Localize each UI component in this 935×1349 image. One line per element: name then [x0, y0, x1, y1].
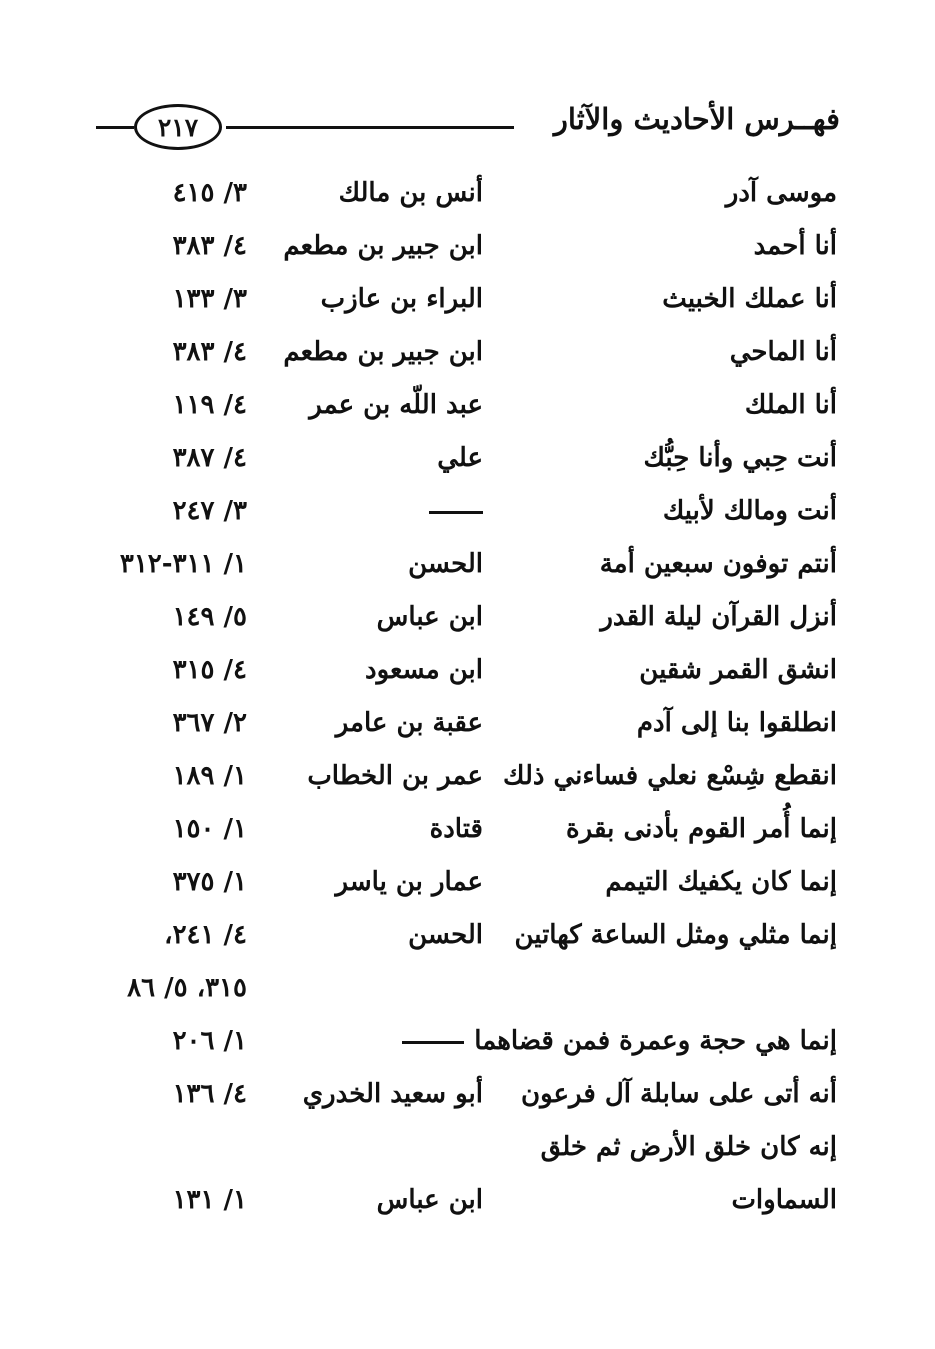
- index-entry: [0, 284, 935, 336]
- volume-page-ref: ١/ ١٨٩: [172, 761, 247, 791]
- hadith-text: إنما أُمر القوم بأدنى بقرة: [566, 814, 837, 844]
- volume-page-ref: ٤/ ١١٩: [172, 390, 247, 420]
- index-entry: [0, 496, 935, 548]
- index-entry: [0, 761, 935, 813]
- index-entry: [0, 814, 935, 866]
- index-entry: [0, 867, 935, 919]
- volume-page-ref: ٣/ ٤١٥: [172, 178, 247, 208]
- hadith-text: أنزل القرآن ليلة القدر: [600, 602, 837, 632]
- volume-page-ref: ٤/ ١٣٦: [172, 1079, 247, 1109]
- hadith-text: أنت حِبي وأنا حِبُّك: [643, 443, 837, 473]
- hadith-text: إنما كان يكفيك التيمم: [605, 867, 837, 897]
- hadith-text: أنت ومالك لأبيك: [662, 496, 837, 526]
- index-entry: [0, 1132, 935, 1184]
- page-number: ٢١٧: [157, 112, 199, 142]
- volume-page-ref: ٤/ ٣١٥: [172, 655, 247, 685]
- page-header: [96, 92, 840, 158]
- index-entry: [0, 655, 935, 707]
- volume-page-ref: ٤/ ٣٨٣: [172, 337, 247, 367]
- hadith-text: إنما مثلي ومثل الساعة كهاتين: [514, 920, 837, 950]
- narrator: ابن جبير بن مطعم: [283, 337, 483, 367]
- hadith-text: أنتم توفون سبعين أمة: [599, 549, 837, 579]
- volume-page-ref: ١/ ١٥٠: [172, 814, 247, 844]
- index-entry: [0, 708, 935, 760]
- hadith-text: انقطع شِسْع نعلي فساءني ذلك: [503, 761, 837, 791]
- narrator: أبو سعيد الخدري: [302, 1079, 483, 1109]
- narrator: عبد اللّه بن عمر: [309, 390, 483, 420]
- narrator-unknown-dash: [429, 496, 483, 526]
- hadith-text: انشق القمر شقين: [639, 655, 837, 685]
- index-entry: [0, 920, 935, 972]
- header-rule-middle: [226, 126, 514, 129]
- index-entry: [0, 602, 935, 654]
- hadith-text: إنما هي حجة وعمرة فمن قضاهما: [474, 1026, 837, 1056]
- volume-page-ref: ١/ ١٣١: [172, 1185, 247, 1215]
- hadith-text: أنا أحمد: [753, 231, 837, 261]
- index-entry-continuation: [0, 973, 935, 1025]
- page-number-oval: [134, 104, 222, 150]
- index-entry: [0, 1026, 935, 1078]
- hadith-text: أنه أتى على سابلة آل فرعون: [521, 1079, 837, 1109]
- index-entry: [0, 390, 935, 442]
- narrator: ابن عباس: [376, 1185, 483, 1215]
- volume-page-ref: ٣١٥، ٥/ ٨٦: [127, 973, 247, 1003]
- hadith-text: موسى آدر: [725, 178, 837, 208]
- volume-page-ref: ٢/ ٣٦٧: [172, 708, 247, 738]
- narrator: عمر بن الخطاب: [307, 761, 483, 791]
- volume-page-ref: ٥/ ١٤٩: [172, 602, 247, 632]
- index-entry: [0, 337, 935, 389]
- dash-mark: [402, 1041, 464, 1044]
- narrator: ابن مسعود: [365, 655, 483, 685]
- narrator: قتادة: [429, 814, 483, 844]
- hadith-text: أنا الماحي: [729, 337, 837, 367]
- volume-page-ref: ١/ ٣١١-٣١٢: [119, 549, 247, 579]
- narrator: الحسن: [408, 920, 483, 950]
- volume-page-ref: ٣/ ٢٤٧: [172, 496, 247, 526]
- narrator: البراء بن عازب: [320, 284, 483, 314]
- narrator: أنس بن مالك: [338, 178, 483, 208]
- narrator: ابن عباس: [376, 602, 483, 632]
- volume-page-ref: ٤/ ٣٨٣: [172, 231, 247, 261]
- volume-page-ref: ١/ ٣٧٥: [172, 867, 247, 897]
- index-entry: [0, 178, 935, 230]
- volume-page-ref: ١/ ٢٠٦: [172, 1026, 247, 1056]
- index-entry: [0, 1079, 935, 1131]
- narrator: عقبة بن عامر: [335, 708, 483, 738]
- hadith-text: انطلقوا بنا إلى آدم: [636, 708, 837, 738]
- narrator: علي: [437, 443, 483, 473]
- header-rule-left: [96, 126, 134, 129]
- hadith-text: أنا الملك: [744, 390, 837, 420]
- index-entry: [0, 231, 935, 283]
- narrator: عمار بن ياسر: [335, 867, 483, 897]
- hadith-text-with-dash: [402, 1026, 837, 1056]
- hadith-text: أنا عملك الخبيث: [662, 284, 837, 314]
- narrator: ابن جبير بن مطعم: [283, 231, 483, 261]
- volume-page-ref: ٤/ ٢٤١،: [164, 920, 247, 950]
- hadith-text: السماوات: [731, 1185, 837, 1215]
- index-entry: [0, 443, 935, 495]
- narrator: الحسن: [408, 549, 483, 579]
- volume-page-ref: ٤/ ٣٨٧: [172, 443, 247, 473]
- index-entry: [0, 549, 935, 601]
- title-text: فهــرس الأحاديث والآثار: [553, 102, 840, 136]
- hadith-text: إنه كان خلق الأرض ثم خلق: [540, 1132, 837, 1162]
- index-entry: [0, 1185, 935, 1237]
- page-title: [554, 102, 840, 136]
- volume-page-ref: ٣/ ١٣٣: [172, 284, 247, 314]
- dash-mark: [429, 511, 483, 514]
